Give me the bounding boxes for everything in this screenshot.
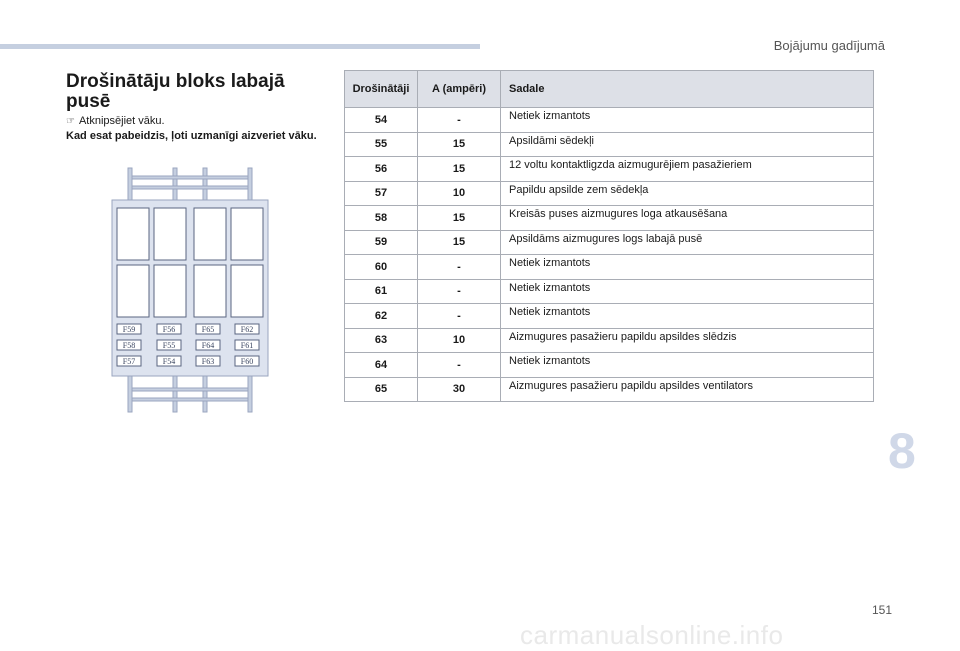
header-allocation: Sadale xyxy=(501,71,874,108)
header-bar xyxy=(0,44,480,49)
fuse-box-diagram xyxy=(110,166,270,416)
fuse-amperage: - xyxy=(418,279,501,304)
arrow-icon: ☞ xyxy=(66,116,75,127)
fuse-number: 61 xyxy=(345,279,418,304)
fuse-table xyxy=(344,70,874,402)
fuse-description: Netiek izmantots xyxy=(501,108,874,133)
fuse-description: Aizmugures pasažieru papildu apsildes slēdzis xyxy=(501,328,874,353)
fuse-label: F57 xyxy=(122,357,136,366)
table-row xyxy=(345,279,874,304)
fuse-label: F54 xyxy=(162,357,176,366)
instructions xyxy=(66,114,326,143)
table-row xyxy=(345,181,874,206)
fuse-description: Netiek izmantots xyxy=(501,353,874,378)
fuse-amperage: - xyxy=(418,353,501,378)
header-fuses: Drošinātāji xyxy=(345,71,418,108)
fuse-number: 58 xyxy=(345,206,418,231)
table-row xyxy=(345,157,874,182)
instruction-note: Kad esat pabeidzis, ļoti uzmanīgi aizveriet vāku. xyxy=(66,130,317,142)
page-heading: Drošinātāju bloks labajā pusē xyxy=(66,71,285,112)
fuse-label: F59 xyxy=(122,325,136,334)
table-row xyxy=(345,304,874,329)
fuse-number: 59 xyxy=(345,230,418,255)
fuse-label: F64 xyxy=(201,341,215,350)
fuse-description: Netiek izmantots xyxy=(501,279,874,304)
table-row xyxy=(345,108,874,133)
fuse-label: F61 xyxy=(240,341,254,350)
chapter-number: 8 xyxy=(888,423,916,479)
fuse-amperage: 15 xyxy=(418,157,501,182)
fuse-label: F55 xyxy=(162,341,176,350)
fuse-amperage: 10 xyxy=(418,328,501,353)
page-number: 151 xyxy=(872,603,893,617)
fuse-description: Papildu apsilde zem sēdekļa xyxy=(501,181,874,206)
fuse-amperage: 15 xyxy=(418,132,501,157)
instruction-step-text: Atknipsējiet vāku. xyxy=(78,115,165,127)
connector-frame-top xyxy=(128,168,252,200)
fuse-amperage: - xyxy=(418,255,501,280)
fuse-label: F63 xyxy=(201,357,215,366)
fuse-amperage: 15 xyxy=(418,206,501,231)
table-row xyxy=(345,353,874,378)
fuse-number: 54 xyxy=(345,108,418,133)
fuse-amperage: - xyxy=(418,108,501,133)
fuse-amperage: 30 xyxy=(418,377,501,402)
connector-frame-bottom xyxy=(128,376,252,412)
fuse-amperage: 15 xyxy=(418,230,501,255)
table-row xyxy=(345,206,874,231)
table-row xyxy=(345,328,874,353)
fuse-number: 65 xyxy=(345,377,418,402)
section-title: Bojājumu gadījumā xyxy=(773,38,885,53)
fuse-description: Netiek izmantots xyxy=(501,255,874,280)
table-row xyxy=(345,132,874,157)
fuse-amperage: - xyxy=(418,304,501,329)
fuse-number: 56 xyxy=(345,157,418,182)
fuse-number: 64 xyxy=(345,353,418,378)
table-row xyxy=(345,377,874,402)
fuse-description: Kreisās puses aizmugures loga atkausēšana xyxy=(501,206,874,231)
fuse-description: Aizmugures pasažieru papildu apsildes ventilators xyxy=(501,377,874,402)
fuse-number: 63 xyxy=(345,328,418,353)
fuse-number: 55 xyxy=(345,132,418,157)
fuse-label: F65 xyxy=(201,325,215,334)
fuse-label: F58 xyxy=(122,341,136,350)
table-row xyxy=(345,230,874,255)
fuse-label: F62 xyxy=(240,325,254,334)
fuse-number: 62 xyxy=(345,304,418,329)
table-header-row xyxy=(345,71,874,108)
fuse-number: 60 xyxy=(345,255,418,280)
watermark: carmanualsonline.info xyxy=(520,620,784,650)
fuse-description: Apsildāms aizmugures logs labajā pusē xyxy=(501,230,874,255)
fuse-number: 57 xyxy=(345,181,418,206)
table-row xyxy=(345,255,874,280)
fuse-label: F56 xyxy=(162,325,176,334)
fuse-description: Apsildāmi sēdekļi xyxy=(501,132,874,157)
fuse-description: 12 voltu kontaktligzda aizmugurējiem pasažieriem xyxy=(501,157,874,182)
header-amps: A (ampēri) xyxy=(418,71,501,108)
fuse-description: Netiek izmantots xyxy=(501,304,874,329)
fuse-amperage: 10 xyxy=(418,181,501,206)
fuse-label: F60 xyxy=(240,357,254,366)
instruction-step xyxy=(66,114,326,129)
